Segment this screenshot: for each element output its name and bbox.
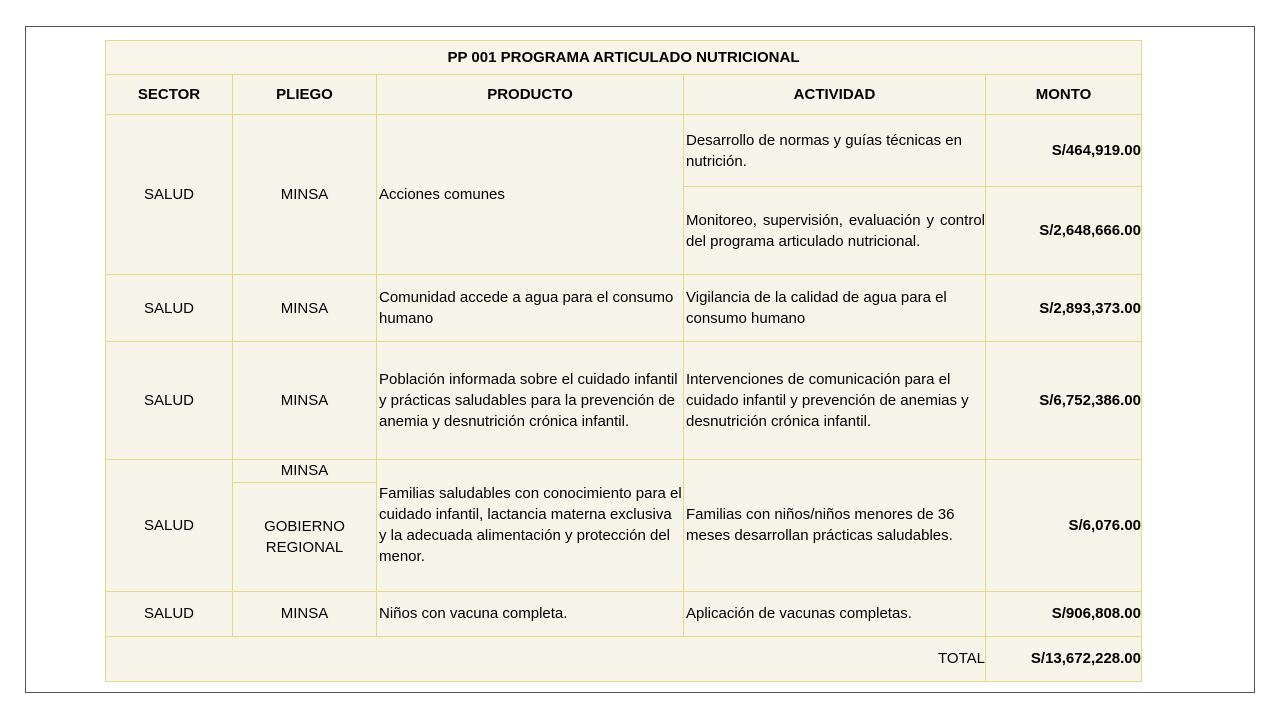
pliego-cell: GOBIERNO REGIONAL [233,482,377,591]
sector-cell: SALUD [106,591,233,636]
pliego-cell: MINSA [233,591,377,636]
sector-cell: SALUD [106,115,233,275]
header-monto: MONTO [986,75,1142,115]
table-row [106,275,1142,342]
actividad-cell: Desarrollo de normas y guías técnicas en nutrición. [684,115,986,187]
programa-table [105,40,1142,682]
monto-cell: S/906,808.00 [986,591,1142,636]
header-sector: SECTOR [106,75,233,115]
sector-cell: SALUD [106,275,233,342]
header-producto: PRODUCTO [377,75,684,115]
producto-cell: Acciones comunes [377,115,684,275]
producto-cell: Familias saludables con conocimiento para el cuidado infantil, lactancia materna exclusiva y la adecuada alimentación y protección del menor. [377,459,684,591]
actividad-cell: Monitoreo, supervisión, evaluación y control del programa articulado nutricional. [684,187,986,275]
table-row [106,115,1142,187]
monto-cell: S/2,648,666.00 [986,187,1142,275]
actividad-cell: Aplicación de vacunas completas. [684,591,986,636]
sector-cell: SALUD [106,459,233,591]
actividad-cell: Vigilancia de la calidad de agua para el consumo humano [684,275,986,342]
pliego-cell: MINSA [233,342,377,459]
table-title: PP 001 PROGRAMA ARTICULADO NUTRICIONAL [106,41,1142,75]
producto-cell: Población informada sobre el cuidado infantil y prácticas saludables para la prevención de anemia y desnutrición crónica infantil. [377,342,684,459]
total-row [106,636,1142,681]
producto-cell: Niños con vacuna completa. [377,591,684,636]
table-row [106,459,1142,482]
header-row [106,75,1142,115]
actividad-cell: Intervenciones de comunicación para el cuidado infantil y prevención de anemias y desnutrición crónica infantil. [684,342,986,459]
sector-cell: SALUD [106,342,233,459]
actividad-cell: Familias con niños/niños menores de 36 meses desarrollan prácticas saludables. [684,459,986,591]
pliego-cell: MINSA [233,275,377,342]
header-pliego: PLIEGO [233,75,377,115]
monto-cell: S/6,752,386.00 [986,342,1142,459]
table-row [106,342,1142,459]
producto-cell: Comunidad accede a agua para el consumo humano [377,275,684,342]
monto-cell: S/2,893,373.00 [986,275,1142,342]
monto-cell: S/6,076.00 [986,459,1142,591]
pliego-cell: MINSA [233,115,377,275]
header-actividad: ACTIVIDAD [684,75,986,115]
monto-cell: S/464,919.00 [986,115,1142,187]
total-label: TOTAL [106,636,986,681]
pliego-cell: MINSA [233,459,377,482]
table-row [106,591,1142,636]
total-value: S/13,672,228.00 [986,636,1142,681]
